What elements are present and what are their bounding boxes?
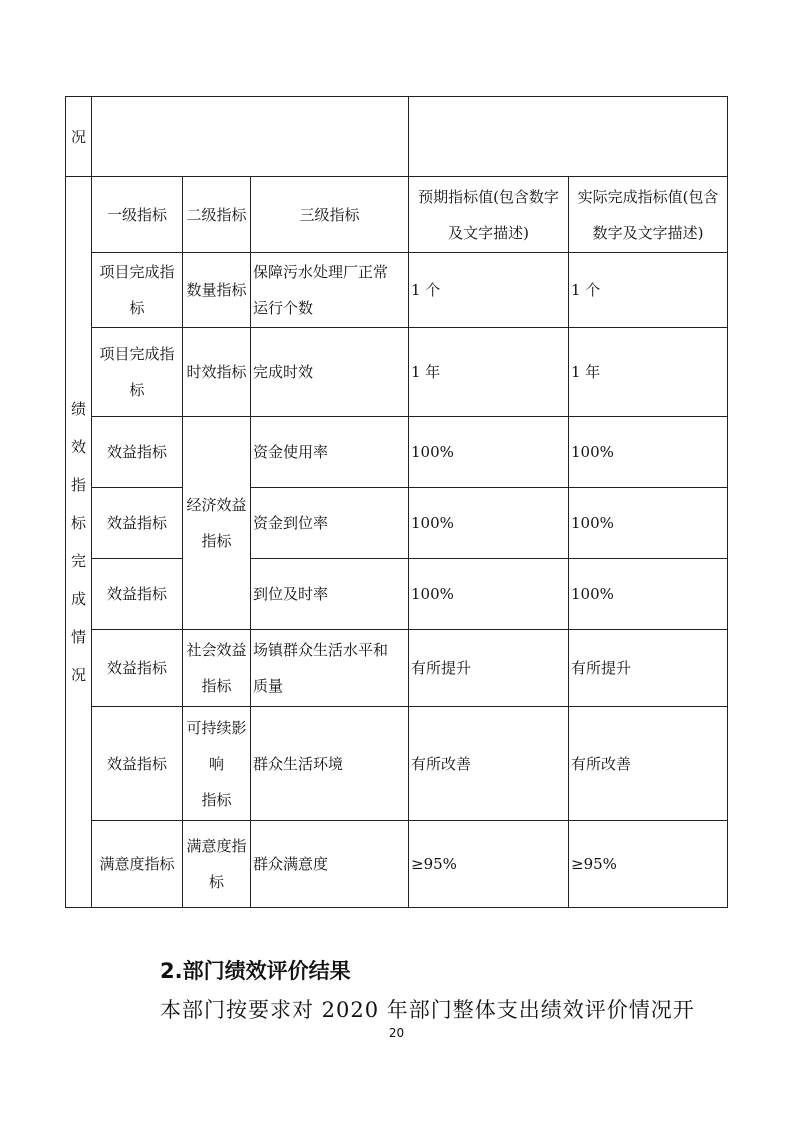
level1-cell: 项目完成指 标: [92, 253, 183, 328]
level1-cell: 满意度指标: [92, 821, 183, 908]
table-row: [66, 559, 728, 630]
actual-cell: ≥95%: [569, 821, 728, 908]
header-actual: 实际完成指标值(包含 数字及文字描述): [569, 177, 728, 253]
performance-table: [65, 96, 728, 908]
actual-cell: 1 个: [569, 253, 728, 328]
level2-cell: 数量指标: [183, 253, 251, 328]
header-row: [66, 177, 728, 253]
actual-cell: 100%: [569, 488, 728, 559]
section-heading: 2.部门绩效评价结果: [160, 959, 351, 983]
level2-cell: 满意度指 标: [183, 821, 251, 908]
expected-cell: 有所提升: [409, 630, 569, 707]
side-char: 情: [70, 628, 86, 646]
table-row: [66, 821, 728, 908]
side-char: 成: [70, 590, 86, 608]
table-row: [66, 253, 728, 328]
side-char: 效: [70, 438, 86, 456]
expected-cell: 1 个: [409, 253, 569, 328]
side-char: 完: [70, 552, 86, 570]
side-char: 绩: [70, 400, 86, 418]
level2-cell: 经济效益 指标: [183, 417, 251, 630]
level3-cell: 保障污水处理厂正常 运行个数: [251, 253, 409, 328]
side-char: 指: [70, 476, 86, 494]
level3-cell: 完成时效: [251, 328, 409, 417]
level3-cell: 资金到位率: [251, 488, 409, 559]
actual-cell: 100%: [569, 417, 728, 488]
table-row: [66, 417, 728, 488]
page-number: 20: [388, 1026, 405, 1040]
expected-cell: ≥95%: [409, 821, 569, 908]
top-row-empty-cell: [409, 97, 728, 177]
level3-cell: 群众满意度: [251, 821, 409, 908]
actual-cell: 100%: [569, 559, 728, 630]
level3-cell: 资金使用率: [251, 417, 409, 488]
table-row: [66, 328, 728, 417]
level1-cell: 项目完成指 标: [92, 328, 183, 417]
level1-cell: 效益指标: [92, 630, 183, 707]
table-row: [66, 630, 728, 707]
header-level1: 一级指标: [92, 177, 183, 253]
level2-cell: 可持续影 响 指标: [183, 707, 251, 821]
actual-cell: 有所改善: [569, 707, 728, 821]
expected-cell: 1 年: [409, 328, 569, 417]
level1-cell: 效益指标: [92, 488, 183, 559]
table-row: [66, 707, 728, 821]
expected-cell: 有所改善: [409, 707, 569, 821]
side-char: 标: [70, 514, 86, 532]
top-row-empty-cell: [92, 97, 409, 177]
level2-cell: 社会效益 指标: [183, 630, 251, 707]
level3-cell: 到位及时率: [251, 559, 409, 630]
expected-cell: 100%: [409, 559, 569, 630]
table-row: [66, 97, 728, 177]
level1-cell: 效益指标: [92, 707, 183, 821]
header-level3: 三级指标: [251, 177, 409, 253]
level3-cell: 群众生活环境: [251, 707, 409, 821]
table-row: [66, 488, 728, 559]
expected-cell: 100%: [409, 417, 569, 488]
side-char: 况: [70, 666, 86, 684]
expected-cell: 100%: [409, 488, 569, 559]
level1-cell: 效益指标: [92, 559, 183, 630]
level2-cell: 时效指标: [183, 328, 251, 417]
actual-cell: 1 年: [569, 328, 728, 417]
body-paragraph: 本部门按要求对 2020 年部门整体支出绩效评价情况开: [160, 998, 695, 1022]
header-level2: 二级指标: [183, 177, 251, 253]
side-label: [66, 177, 92, 908]
level3-cell: 场镇群众生活水平和 质量: [251, 630, 409, 707]
header-expected: 预期指标值(包含数字 及文字描述): [409, 177, 569, 253]
actual-cell: 有所提升: [569, 630, 728, 707]
top-row-label: 况: [66, 97, 92, 177]
level1-cell: 效益指标: [92, 417, 183, 488]
